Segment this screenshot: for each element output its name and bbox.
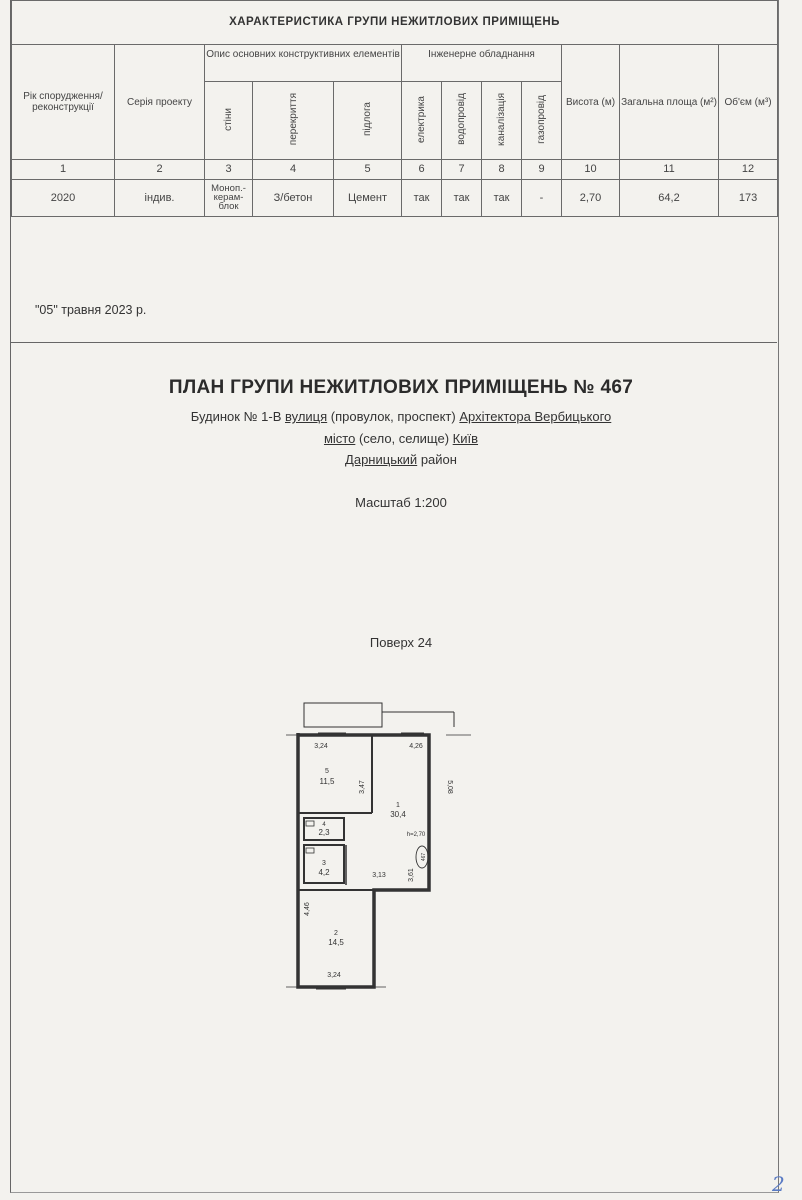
- room-4-number: 4: [322, 822, 326, 828]
- dim-bottom: 3,24: [327, 972, 341, 979]
- street-name: Архітектора Вербицького: [459, 409, 612, 424]
- header-slabs: [253, 82, 334, 160]
- height-label: h=2,70: [406, 832, 426, 838]
- value-series: індив.: [115, 180, 205, 217]
- header-gas-label: газопровід: [536, 94, 547, 144]
- header-slabs-label: перекриття: [287, 92, 299, 146]
- characteristics-table: [11, 0, 778, 217]
- dim-step: 3,61: [408, 868, 415, 882]
- characteristics-block: [11, 0, 777, 343]
- city-hint: (село, селище): [358, 431, 450, 446]
- value-sewer: так: [482, 180, 522, 217]
- room-2-number: 2: [334, 930, 338, 937]
- col-num: 1: [12, 160, 115, 180]
- header-structural-group: Опис основних конструктивних елементів: [205, 45, 402, 82]
- address-district-line: [11, 452, 791, 467]
- header-engineering-group: Інженерне обладнання: [402, 45, 562, 82]
- values-row: [12, 180, 778, 217]
- building-number: Будинок № 1-В: [190, 409, 282, 424]
- plan-title: ПЛАН ГРУПИ НЕЖИТЛОВИХ ПРИМІЩЕНЬ № 467: [168, 377, 634, 398]
- header-year: Рік спорудження/ реконструкції: [12, 45, 115, 160]
- header-series: Серія проекту: [115, 45, 205, 160]
- room-2-area: 14,5: [328, 938, 344, 947]
- document-date: "05" травня 2023 р.: [35, 303, 147, 317]
- city-name: Київ: [452, 431, 479, 446]
- value-year: 2020: [12, 180, 115, 217]
- balcony: [304, 703, 382, 727]
- header-water: [442, 82, 482, 160]
- header-floor-label: підлога: [362, 102, 373, 136]
- value-slabs: З/бетон: [253, 180, 334, 217]
- header-electric: [402, 82, 442, 160]
- header-sewer-label: каналізація: [496, 92, 507, 146]
- outer-walls: [298, 733, 429, 987]
- room-5-number: 5: [325, 768, 329, 775]
- street-hint: (провулок, проспект): [330, 409, 456, 424]
- header-water-label: водопровід: [456, 93, 467, 145]
- floor-label: Поверх 24: [369, 635, 433, 650]
- col-num: 5: [334, 160, 402, 180]
- col-num: 11: [620, 160, 719, 180]
- value-volume: 173: [719, 180, 778, 217]
- city-label: місто: [323, 431, 356, 446]
- room-1-number: 1: [396, 802, 400, 809]
- col-num: 12: [719, 160, 778, 180]
- header-height: Висота (м): [562, 45, 620, 160]
- dim-mid: 3,13: [372, 872, 386, 879]
- room-5-area: 11,5: [319, 777, 335, 786]
- room-3-number: 3: [322, 860, 326, 867]
- value-area: 64,2: [620, 180, 719, 217]
- floor-plan: [276, 695, 486, 1000]
- header-floor: [334, 82, 402, 160]
- col-num: 4: [253, 160, 334, 180]
- col-num: 3: [205, 160, 253, 180]
- room-3-area: 4,2: [318, 868, 330, 877]
- header-gas: [522, 82, 562, 160]
- scale-label: Масштаб 1:200: [355, 495, 447, 510]
- dim-lower-left: 4,46: [304, 902, 311, 916]
- header-volume: Об'єм (м³): [719, 45, 778, 160]
- fixture: [306, 821, 314, 826]
- unit-badge-label: 467: [421, 852, 427, 862]
- header-electric-label: електрика: [416, 95, 427, 143]
- header-sewer: [482, 82, 522, 160]
- dim-top-right: 4,26: [409, 743, 423, 750]
- address-city-line: [11, 431, 791, 446]
- header-walls-label: стіни: [223, 107, 234, 131]
- col-num: 8: [482, 160, 522, 180]
- value-floor: Цемент: [334, 180, 402, 217]
- col-num: 10: [562, 160, 620, 180]
- street-label: вулиця: [285, 409, 328, 424]
- value-walls: [205, 180, 253, 217]
- fixture: [306, 848, 314, 853]
- table-title: ХАРАКТЕРИСТИКА ГРУПИ НЕЖИТЛОВИХ ПРИМІЩЕНЬ: [12, 1, 778, 45]
- dim-room5-side: 3,47: [359, 780, 366, 794]
- district-name: Дарницький: [345, 452, 418, 467]
- value-water: так: [442, 180, 482, 217]
- header-walls: [205, 82, 253, 160]
- address-building-line: [11, 409, 791, 424]
- value-height: 2,70: [562, 180, 620, 217]
- dim-right-side: 5,08: [446, 780, 453, 794]
- page-mark: 2: [772, 1172, 785, 1196]
- col-num: 7: [442, 160, 482, 180]
- column-numbers-row: [12, 160, 778, 180]
- district-label: район: [420, 452, 457, 467]
- room-4-area: 2,3: [318, 828, 330, 837]
- room-1-area: 30,4: [390, 810, 406, 819]
- col-num: 9: [522, 160, 562, 180]
- value-electric: так: [402, 180, 442, 217]
- header-area: Загальна площа (м²): [620, 45, 719, 160]
- document-sheet: [10, 0, 779, 1193]
- col-num: 6: [402, 160, 442, 180]
- col-num: 2: [115, 160, 205, 180]
- value-walls-text: Моноп.- керам- блок: [211, 183, 246, 212]
- value-gas: -: [522, 180, 562, 217]
- dim-top-left: 3,24: [314, 743, 328, 750]
